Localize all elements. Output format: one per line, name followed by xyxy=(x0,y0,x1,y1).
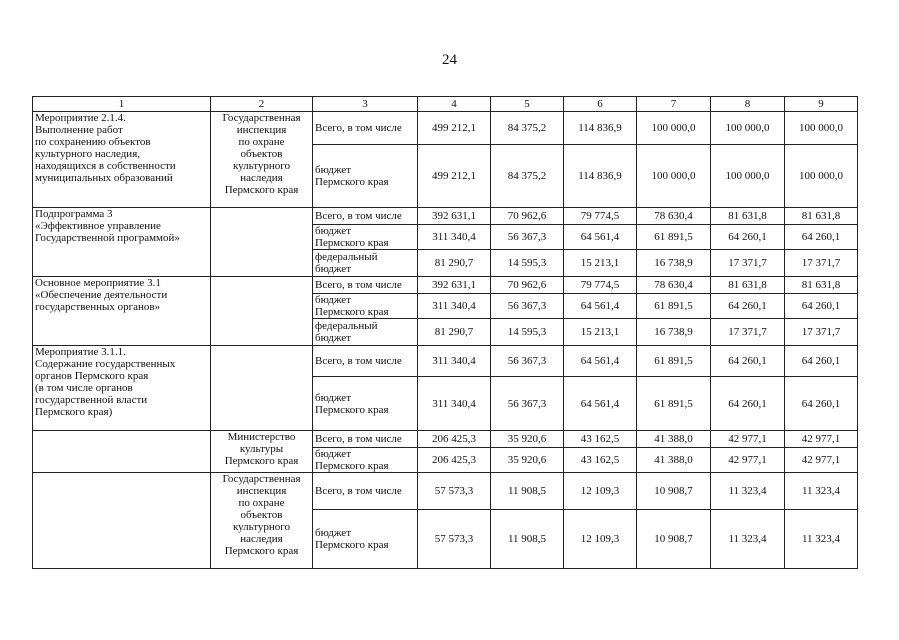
value-cell: 70 962,6 xyxy=(491,208,564,225)
value-cell: 42 977,1 xyxy=(785,431,858,448)
value-cell: 64 260,1 xyxy=(711,377,785,431)
value-cell: 17 371,7 xyxy=(785,319,858,346)
value-cell: 70 962,6 xyxy=(491,277,564,294)
value-cell: 78 630,4 xyxy=(637,277,711,294)
value-cell: 64 260,1 xyxy=(711,346,785,377)
value-cell: 16 738,9 xyxy=(637,250,711,277)
funding-source-cell: Всего, в том числе xyxy=(313,346,418,377)
value-cell: 311 340,4 xyxy=(418,346,491,377)
value-cell: 64 260,1 xyxy=(711,294,785,319)
funding-source-cell: бюджет Пермского края xyxy=(313,294,418,319)
funding-source-cell: бюджет Пермского края xyxy=(313,145,418,208)
executor-cell xyxy=(211,346,313,431)
event-name-cell: Подпрограмма 3 «Эффективное управление Государственной программой» xyxy=(33,208,211,277)
value-cell: 43 162,5 xyxy=(564,448,637,473)
value-cell: 11 323,4 xyxy=(711,473,785,510)
value-cell: 41 388,0 xyxy=(637,448,711,473)
value-cell: 79 774,5 xyxy=(564,208,637,225)
event-name-cell xyxy=(33,431,211,473)
value-cell: 11 323,4 xyxy=(785,473,858,510)
value-cell: 100 000,0 xyxy=(637,145,711,208)
value-cell: 61 891,5 xyxy=(637,346,711,377)
value-cell: 11 323,4 xyxy=(785,510,858,569)
funding-source-cell: Всего, в том числе xyxy=(313,277,418,294)
header-cell: 8 xyxy=(711,97,785,112)
funding-source-cell: Всего, в том числе xyxy=(313,208,418,225)
value-cell: 64 561,4 xyxy=(564,225,637,250)
value-cell: 81 290,7 xyxy=(418,250,491,277)
value-cell: 206 425,3 xyxy=(418,448,491,473)
event-name-cell: Мероприятие 2.1.4. Выполнение работ по сохранению объектов культурного наследия, находящихся в собственности муниципальных образований xyxy=(33,112,211,208)
table-row xyxy=(33,346,858,377)
value-cell: 56 367,3 xyxy=(491,294,564,319)
value-cell: 392 631,1 xyxy=(418,208,491,225)
table-row xyxy=(33,473,858,510)
value-cell: 392 631,1 xyxy=(418,277,491,294)
value-cell: 42 977,1 xyxy=(711,448,785,473)
value-cell: 16 738,9 xyxy=(637,319,711,346)
header-cell: 6 xyxy=(564,97,637,112)
header-cell: 4 xyxy=(418,97,491,112)
value-cell: 64 260,1 xyxy=(785,294,858,319)
value-cell: 57 573,3 xyxy=(418,473,491,510)
value-cell: 81 631,8 xyxy=(711,277,785,294)
value-cell: 57 573,3 xyxy=(418,510,491,569)
table-row xyxy=(33,208,858,225)
funding-source-cell: федеральный бюджет xyxy=(313,250,418,277)
value-cell: 41 388,0 xyxy=(637,431,711,448)
value-cell: 11 908,5 xyxy=(491,473,564,510)
header-cell: 3 xyxy=(313,97,418,112)
value-cell: 100 000,0 xyxy=(785,112,858,145)
header-cell: 2 xyxy=(211,97,313,112)
value-cell: 84 375,2 xyxy=(491,145,564,208)
value-cell: 17 371,7 xyxy=(785,250,858,277)
funding-source-cell: Всего, в том числе xyxy=(313,112,418,145)
funding-source-cell: бюджет Пермского края xyxy=(313,510,418,569)
value-cell: 56 367,3 xyxy=(491,346,564,377)
value-cell: 42 977,1 xyxy=(785,448,858,473)
funding-source-cell: бюджет Пермского края xyxy=(313,225,418,250)
funding-source-cell: бюджет Пермского края xyxy=(313,377,418,431)
page-number: 24 xyxy=(442,52,457,68)
value-cell: 61 891,5 xyxy=(637,294,711,319)
value-cell: 79 774,5 xyxy=(564,277,637,294)
value-cell: 17 371,7 xyxy=(711,319,785,346)
header-cell: 7 xyxy=(637,97,711,112)
value-cell: 81 290,7 xyxy=(418,319,491,346)
value-cell: 61 891,5 xyxy=(637,377,711,431)
value-cell: 43 162,5 xyxy=(564,431,637,448)
value-cell: 42 977,1 xyxy=(711,431,785,448)
value-cell: 499 212,1 xyxy=(418,112,491,145)
header-row xyxy=(33,97,858,112)
value-cell: 10 908,7 xyxy=(637,473,711,510)
table-row xyxy=(33,112,858,145)
value-cell: 311 340,4 xyxy=(418,225,491,250)
value-cell: 14 595,3 xyxy=(491,319,564,346)
value-cell: 114 836,9 xyxy=(564,112,637,145)
value-cell: 64 561,4 xyxy=(564,294,637,319)
value-cell: 64 260,1 xyxy=(785,377,858,431)
value-cell: 311 340,4 xyxy=(418,294,491,319)
executor-cell: Государственная инспекция по охране объектов культурного наследия Пермского края xyxy=(211,112,313,208)
value-cell: 12 109,3 xyxy=(564,510,637,569)
value-cell: 64 260,1 xyxy=(785,346,858,377)
funding-source-cell: Всего, в том числе xyxy=(313,431,418,448)
value-cell: 78 630,4 xyxy=(637,208,711,225)
value-cell: 10 908,7 xyxy=(637,510,711,569)
header-cell: 5 xyxy=(491,97,564,112)
value-cell: 61 891,5 xyxy=(637,225,711,250)
value-cell: 56 367,3 xyxy=(491,225,564,250)
value-cell: 14 595,3 xyxy=(491,250,564,277)
event-name-cell: Основное мероприятие 3.1 «Обеспечение деятельности государственных органов» xyxy=(33,277,211,346)
value-cell: 100 000,0 xyxy=(711,112,785,145)
executor-cell xyxy=(211,208,313,277)
value-cell: 35 920,6 xyxy=(491,448,564,473)
value-cell: 64 260,1 xyxy=(785,225,858,250)
value-cell: 11 908,5 xyxy=(491,510,564,569)
header-cell: 9 xyxy=(785,97,858,112)
budget-table xyxy=(32,96,858,569)
executor-cell xyxy=(211,277,313,346)
value-cell: 15 213,1 xyxy=(564,319,637,346)
header-cell: 1 xyxy=(33,97,211,112)
value-cell: 81 631,8 xyxy=(785,277,858,294)
value-cell: 64 561,4 xyxy=(564,377,637,431)
value-cell: 15 213,1 xyxy=(564,250,637,277)
value-cell: 35 920,6 xyxy=(491,431,564,448)
funding-source-cell: бюджет Пермского края xyxy=(313,448,418,473)
value-cell: 64 260,1 xyxy=(711,225,785,250)
value-cell: 100 000,0 xyxy=(637,112,711,145)
value-cell: 114 836,9 xyxy=(564,145,637,208)
value-cell: 499 212,1 xyxy=(418,145,491,208)
value-cell: 206 425,3 xyxy=(418,431,491,448)
executor-cell: Государственная инспекция по охране объектов культурного наследия Пермского края xyxy=(211,473,313,569)
value-cell: 11 323,4 xyxy=(711,510,785,569)
funding-source-cell: федеральный бюджет xyxy=(313,319,418,346)
funding-source-cell: Всего, в том числе xyxy=(313,473,418,510)
executor-cell: Министерство культуры Пермского края xyxy=(211,431,313,473)
table-row xyxy=(33,277,858,294)
table-body xyxy=(33,97,858,569)
value-cell: 81 631,8 xyxy=(711,208,785,225)
value-cell: 56 367,3 xyxy=(491,377,564,431)
value-cell: 17 371,7 xyxy=(711,250,785,277)
event-name-cell xyxy=(33,473,211,569)
value-cell: 84 375,2 xyxy=(491,112,564,145)
value-cell: 81 631,8 xyxy=(785,208,858,225)
value-cell: 100 000,0 xyxy=(711,145,785,208)
value-cell: 100 000,0 xyxy=(785,145,858,208)
table-row xyxy=(33,431,858,448)
value-cell: 12 109,3 xyxy=(564,473,637,510)
value-cell: 64 561,4 xyxy=(564,346,637,377)
value-cell: 311 340,4 xyxy=(418,377,491,431)
event-name-cell: Мероприятие 3.1.1. Содержание государственных органов Пермского края (в том числе органов государственной власти Пермского края) xyxy=(33,346,211,431)
